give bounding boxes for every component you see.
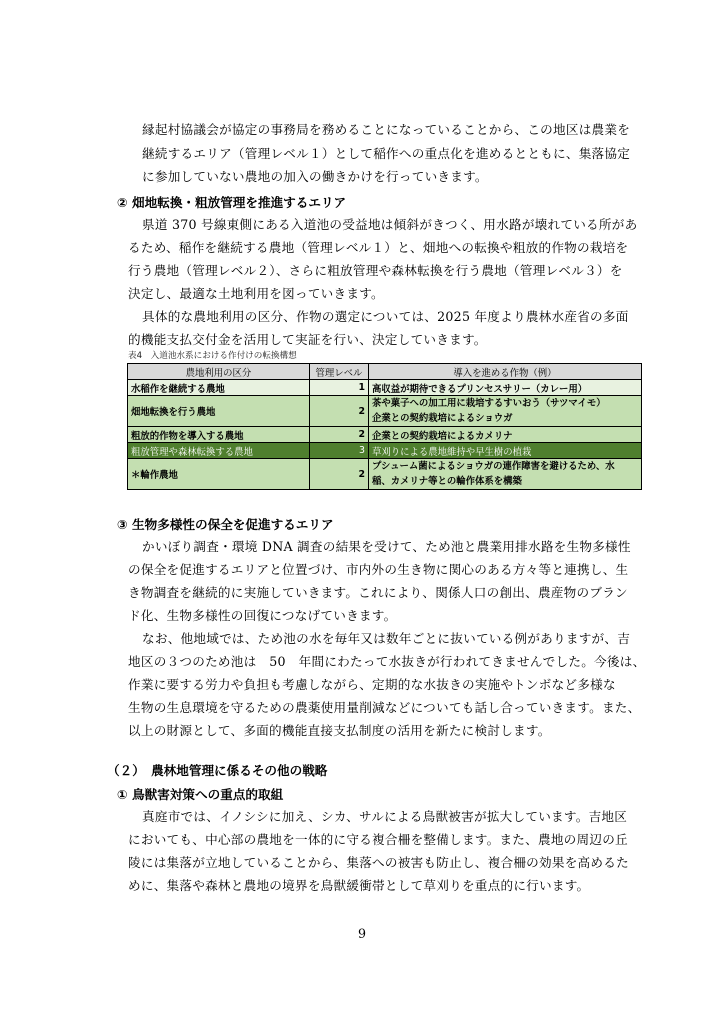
row-category: 粗放的作物を導入する農地 xyxy=(128,427,310,443)
crop-line: 企業との契約栽培によるカメリナ xyxy=(372,430,513,442)
intro-line-2: 継続するエリア（管理レベル１）として稲作への重点化を進めるとともに、集落協定 xyxy=(142,146,631,161)
table-row xyxy=(128,459,642,490)
section3-line-5: なお、他地域では、ため池の水を毎年又は数年ごとに抜いている例がありますが、吉 xyxy=(142,631,631,646)
intro-line-3: に参加していない農地の加入の働きかけを行っていきます。 xyxy=(142,169,488,184)
chapter-heading-2: （２） 農林地管理に係るその他の戦略 xyxy=(107,763,328,778)
row-level: 2 xyxy=(310,396,369,427)
section2-line-3: 行う農地（管理レベル２）、さらに粗放管理や森林転換を行う農地（管理レベル３）を xyxy=(128,263,623,278)
row-level: 2 xyxy=(310,427,369,443)
table-row xyxy=(128,443,642,459)
table-row xyxy=(128,396,642,427)
row-crops xyxy=(369,459,642,490)
row-crops xyxy=(369,427,642,443)
table-row xyxy=(128,427,642,443)
crop-line: プシューム菌によるショウガの連作障害を避けるため、水 xyxy=(372,461,615,472)
chapter2-line-3: 陵には集落が立地していることから、集落への被害も防止し、複合柵の効果を高めるた xyxy=(128,855,629,870)
crop-line: 高収益が期待できるプリンセスサリー（カレー用） xyxy=(372,383,588,395)
crop-line: 企業との契約栽培によるショウガ xyxy=(372,413,513,424)
section3-line-2: の保全を促進するエリアと位置づけ、市内外の生き物に関心のある方々等と連携し、生 xyxy=(128,562,629,577)
section2-line-4: 決定し、最適な土地利用を図っていきます。 xyxy=(128,286,384,301)
section2-line-6: 的機能支払交付金を活用して実証を行い、決定していきます。 xyxy=(128,332,487,347)
section3-line-9: 以上の財源として、多面的機能直接支払制度の活用を新たに検討します。 xyxy=(128,723,551,738)
crop-conversion-table xyxy=(127,363,642,490)
row-crops xyxy=(369,380,642,396)
table-header-row xyxy=(128,364,642,380)
section3-line-4: ド化、生物多様性の回復につなげていきます。 xyxy=(128,608,397,623)
section2-line-5: 具体的な農地利用の区分、作物の選定については、2025 年度より農林水産省の多面 xyxy=(142,309,629,324)
section3-line-8: 生物の生息環境を守るための農薬使用量削減などについても話し合っていきます。また、 xyxy=(128,700,641,715)
row-category: ＊輪作農地 xyxy=(128,459,310,490)
section3-line-7: 作業に要する労力や負担も考慮しながら、定期的な水抜きの実施やトンボなど多様な xyxy=(128,677,616,692)
row-crops xyxy=(369,443,642,459)
crop-line: 草刈りによる農地維持や早生樹の植栽 xyxy=(372,446,532,458)
row-category: 水稲作を継続する農地 xyxy=(128,380,310,396)
table-caption: 表4 入道池水系における作付けの転換構想 xyxy=(128,351,297,361)
row-crops xyxy=(369,396,642,427)
intro-line-1: 縁起村協議会が協定の事務局を務めることになっていることから、この地区は農業を xyxy=(142,122,631,137)
row-category: 畑地転換を行う農地 xyxy=(128,396,310,427)
row-level: 1 xyxy=(310,380,369,396)
section-heading-2: ② 畑地転換・粗放管理を推進するエリア xyxy=(117,195,347,210)
section2-line-1: 県道 370 号線東側にある入道池の受益地は傾斜がきつく、用水路が壊れている所があ xyxy=(142,217,638,232)
chapter2-line-2: においても、中心部の農地を一体的に守る複合柵を整備します。また、農地の周辺の丘 xyxy=(128,832,628,847)
row-level: 3 xyxy=(310,443,369,459)
chapter2-line-4: めに、集落や森林と農地の境界を鳥獣緩衝帯として草刈りを重点的に行います。 xyxy=(128,878,590,893)
header-category: 農地利用の区分 xyxy=(128,364,310,380)
row-category: 粗放管理や森林転換する農地 xyxy=(128,443,310,459)
section3-line-6: 地区の３つのため池は 50 年間にわたって水抜きが行われてきませんでした。今後は、 xyxy=(128,654,646,669)
header-crops: 導入を進める作物（例） xyxy=(369,364,642,380)
chapter2-line-1: 真庭市では、イノシシに加え、シカ、サルによる鳥獣被害が拡大しています。吉地区 xyxy=(142,809,628,824)
crop-line: 茶や菓子への加工用に栽培するすいおう（サツマイモ） xyxy=(372,398,606,409)
subsection-heading-1: ① 鳥獣害対策への重点的取組 xyxy=(117,787,284,802)
table-row xyxy=(128,380,642,396)
page-number: 9 xyxy=(357,926,366,941)
section3-line-1: かいぼり調査・環境 DNA 調査の結果を受けて、ため池と農業用排水路を生物多様性 xyxy=(142,539,631,554)
crop-line: 稲、カメリナ等との輪作体系を構築 xyxy=(372,476,522,487)
header-level: 管理レベル xyxy=(310,364,369,380)
section-heading-3: ③ 生物多様性の保全を促進するエリア xyxy=(117,517,334,532)
section3-line-3: き物調査を継続的に実施していきます。これにより、関係人口の創出、農産物のブラン xyxy=(128,585,628,600)
row-level: 2 xyxy=(310,459,369,490)
section2-line-2: るため、稲作を継続する農地（管理レベル１）と、畑地への転換や粗放的作物の栽培を xyxy=(128,240,629,255)
